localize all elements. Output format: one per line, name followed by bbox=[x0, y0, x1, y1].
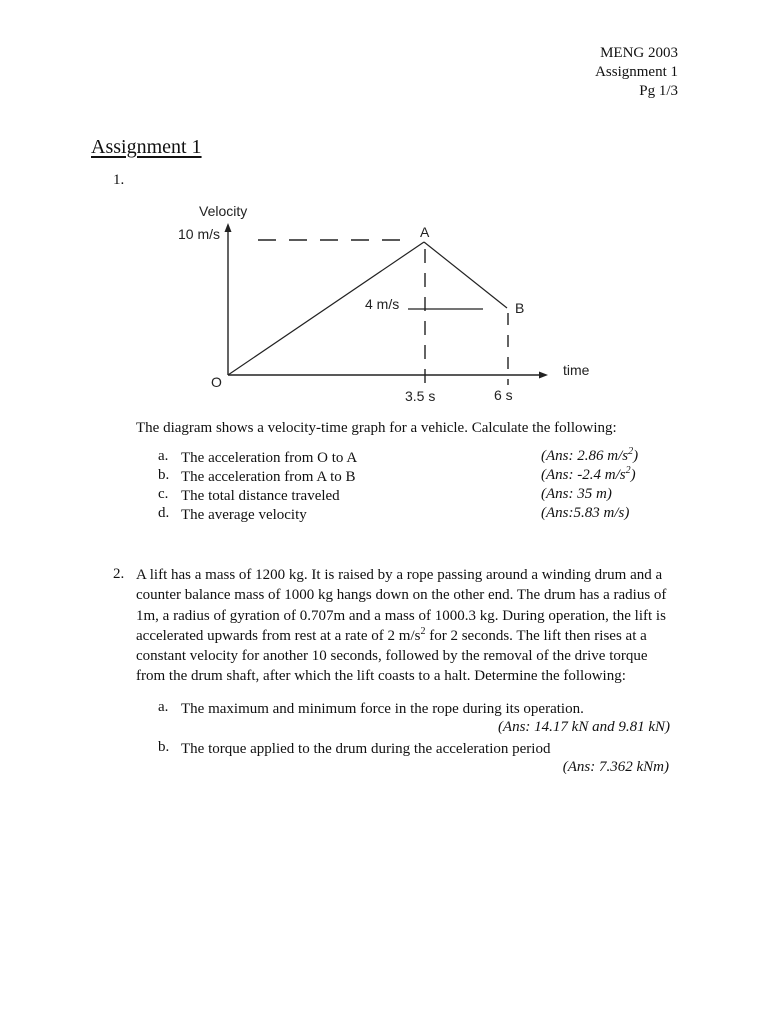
point-a-label: A bbox=[420, 224, 430, 240]
q1-item-text: The acceleration from O to A bbox=[181, 450, 358, 466]
question-1-intro: The diagram shows a velocity-time graph for a vehicle. Calculate the following: bbox=[136, 420, 617, 436]
point-b-label: B bbox=[515, 300, 525, 316]
q1-item-answer: (Ans:5.83 m/s) bbox=[541, 505, 630, 521]
q1-item-answer: (Ans: 2.86 $m/s^2$) bbox=[541, 446, 639, 464]
question-2-paragraph: A lift has a mass of 1200 kg. It is raised by a rope passing around a winding drum and a counter balance mass of 1000 kg hangs down on the other end. The drum has a radius of 1m, a radius of gyration of 0.707m and a mass of 1000.3 kg. During operation, the lift is accelerated upwards from rest at a rate of 2 $m/s^2$ for 2 seconds. The lift then rises at a constant velocity for another 10 seconds, followed by the removal of the drive torque from the drum shaft, after which the lift coasts to a halt. Determine the following: bbox=[136, 567, 667, 685]
page-title: Assignment 1 bbox=[91, 136, 202, 158]
q2-item-answer: (Ans: 14.17 kN and 9.81 kN) bbox=[497, 719, 670, 735]
q1-item-answer: (Ans: 35 m) bbox=[541, 486, 612, 502]
q1-item-text: The acceleration from A to B bbox=[181, 469, 356, 485]
velocity-time-graph bbox=[170, 195, 590, 410]
question-1-number: 1. bbox=[113, 172, 125, 188]
q1-item-letter: c. bbox=[158, 486, 169, 502]
q2-item-text: The maximum and minimum force in the rope during its operation. bbox=[181, 701, 584, 717]
q1-item-answer: (Ans: -2.4 $m/s^2$) bbox=[541, 465, 636, 483]
header-assignment: Assignment 1 bbox=[595, 64, 678, 80]
y-axis-title: Velocity bbox=[199, 203, 248, 219]
question-2-number: 2. bbox=[113, 566, 125, 582]
q2-item-letter: a. bbox=[158, 699, 169, 715]
q2-item-text: The torque applied to the drum during the acceleration period bbox=[181, 741, 551, 757]
mid-velocity-label: 4 m/s bbox=[365, 296, 400, 312]
origin-label: O bbox=[211, 374, 222, 390]
segment-a-to-b bbox=[424, 242, 507, 308]
q1-item-letter: a. bbox=[158, 448, 169, 464]
x-tick-6: 6 s bbox=[494, 387, 513, 403]
x-axis-arrow bbox=[539, 372, 548, 379]
q2-item-answer: (Ans: 7.362 kNm) bbox=[562, 759, 669, 775]
y-axis-arrow bbox=[225, 223, 232, 232]
y-tick-10: 10 m/s bbox=[178, 226, 221, 242]
x-axis-title: time bbox=[563, 362, 590, 378]
q1-item-letter: b. bbox=[158, 467, 170, 483]
header-course: MENG 2003 bbox=[600, 45, 678, 61]
header-page: Pg 1/3 bbox=[639, 83, 678, 99]
q1-item-letter: d. bbox=[158, 505, 170, 521]
q2-item-letter: b. bbox=[158, 739, 170, 755]
q1-item-text: The total distance traveled bbox=[181, 488, 340, 504]
x-tick-3-5: 3.5 s bbox=[405, 388, 436, 404]
q1-item-text: The average velocity bbox=[181, 507, 307, 523]
